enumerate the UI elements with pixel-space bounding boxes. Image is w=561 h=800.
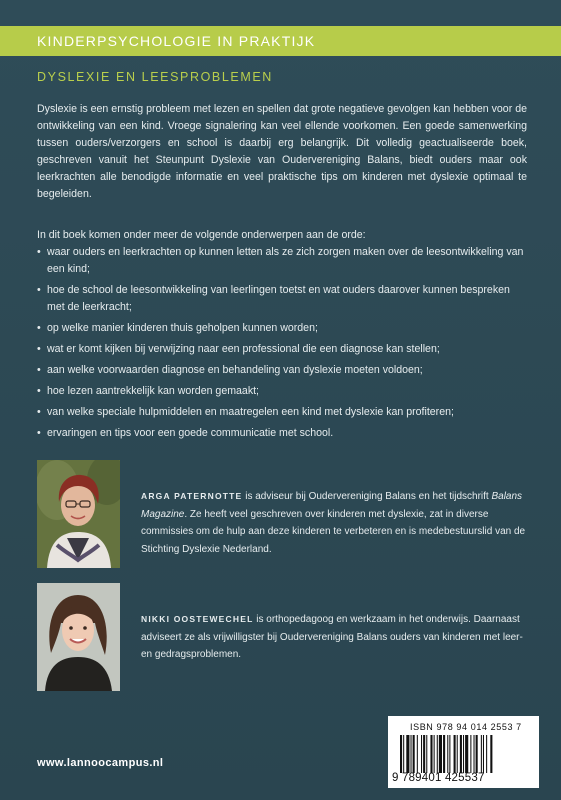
intro-text	[37, 101, 527, 203]
author-name: ARGA PATERNOTTE	[141, 491, 243, 501]
portrait-icon	[37, 583, 120, 691]
author-photo-arga-paternotte	[37, 460, 120, 568]
list-item: • hoe lezen aantrekkelijk kan worden gemaakt;	[37, 383, 527, 400]
book-subtitle: DYSLEXIE EN LEESPROBLEMEN	[37, 70, 273, 84]
author-bio-nikki-oostewechel: NIKKI OOSTEWECHEL is orthopedagoog en werkzaam in het onderwijs. Daarnaast adviseert ze als vrijwilligster bij Oudervereniging Balans ouders van kinderen met leer- en gedragsproblemen.	[141, 614, 523, 660]
bullet-icon: •	[37, 406, 41, 418]
author-photo-nikki-oostewechel	[37, 583, 120, 691]
author-bio-arga-paternotte: ARGA PATERNOTTE is adviseur bij Oudervereniging Balans en het tijdschrift Balans Magazine. Ze heeft veel geschreven over kinderen met dyslexie, zat in diverse commissies om de hulp aan deze kinderen te verbeteren en is medebestuurslid van de Stichting Dyslexie Nederland.	[141, 491, 526, 555]
list-item: • hoe de school de leesontwikkeling van leerlingen toetst en wat ouders daarover kunnen bespreken met de leerkracht;	[37, 284, 510, 313]
topics-intro: In dit boek komen onder meer de volgende onderwerpen aan de orde:	[37, 229, 366, 241]
isbn-number: ISBN 978 94 014 2553 7	[410, 722, 522, 732]
portrait-icon	[37, 460, 120, 568]
bullet-icon: •	[37, 284, 41, 296]
barcode-panel	[388, 716, 539, 788]
author-name: NIKKI OOSTEWECHEL	[141, 614, 254, 624]
list-item: • waar ouders en leerkrachten op kunnen letten als ze zich zorgen maken over de leesontwikkeling van een kind;	[37, 246, 524, 275]
list-item: • op welke manier kinderen thuis geholpen kunnen worden;	[37, 320, 527, 337]
barcode-digits: 9 789401 425537	[392, 772, 485, 784]
list-item: • ervaringen en tips voor een goede communicatie met school.	[37, 425, 527, 442]
bullet-icon: •	[37, 343, 41, 355]
list-item: • aan welke voorwaarden diagnose en behandeling van dyslexie moeten voldoen;	[37, 362, 527, 379]
bullet-icon: •	[37, 385, 41, 397]
bullet-icon: •	[37, 364, 41, 376]
series-title: KINDERPSYCHOLOGIE IN PRAKTIJK	[37, 33, 316, 49]
bullet-icon: •	[37, 427, 41, 439]
barcode-icon	[400, 735, 528, 773]
intro-paragraph: Dyslexie is een ernstig probleem met lezen en spellen dat grote negatieve gevolgen kan hebben voor de ontwikkeling van een kind. Vroege signalering kan veel ellende voorkomen. Een goede samenwerking tussen ouders/verzorgers en school is daarbij erg belangrijk. Dit volledig geactualiseerde boek, geschreven vanuit het Steunpunt Dyslexie van Oudervereniging Balans, biedt ouders maar ook leerkrachten alle benodigde informatie en veel praktische tips om kinderen met dyslexie optimaal te begeleiden.	[37, 103, 527, 200]
list-item: • wat er komt kijken bij verwijzing naar een professional die een diagnose kan stellen;	[37, 341, 527, 358]
topics-list	[37, 244, 527, 446]
bullet-icon: •	[37, 322, 41, 334]
publisher-website[interactable]: www.lannoocampus.nl	[37, 757, 164, 769]
magazine-title: Balans Magazine	[141, 491, 523, 520]
list-item: • van welke speciale hulpmiddelen en maatregelen een kind met dyslexie kan profiteren;	[37, 404, 527, 421]
bullet-icon: •	[37, 246, 41, 258]
